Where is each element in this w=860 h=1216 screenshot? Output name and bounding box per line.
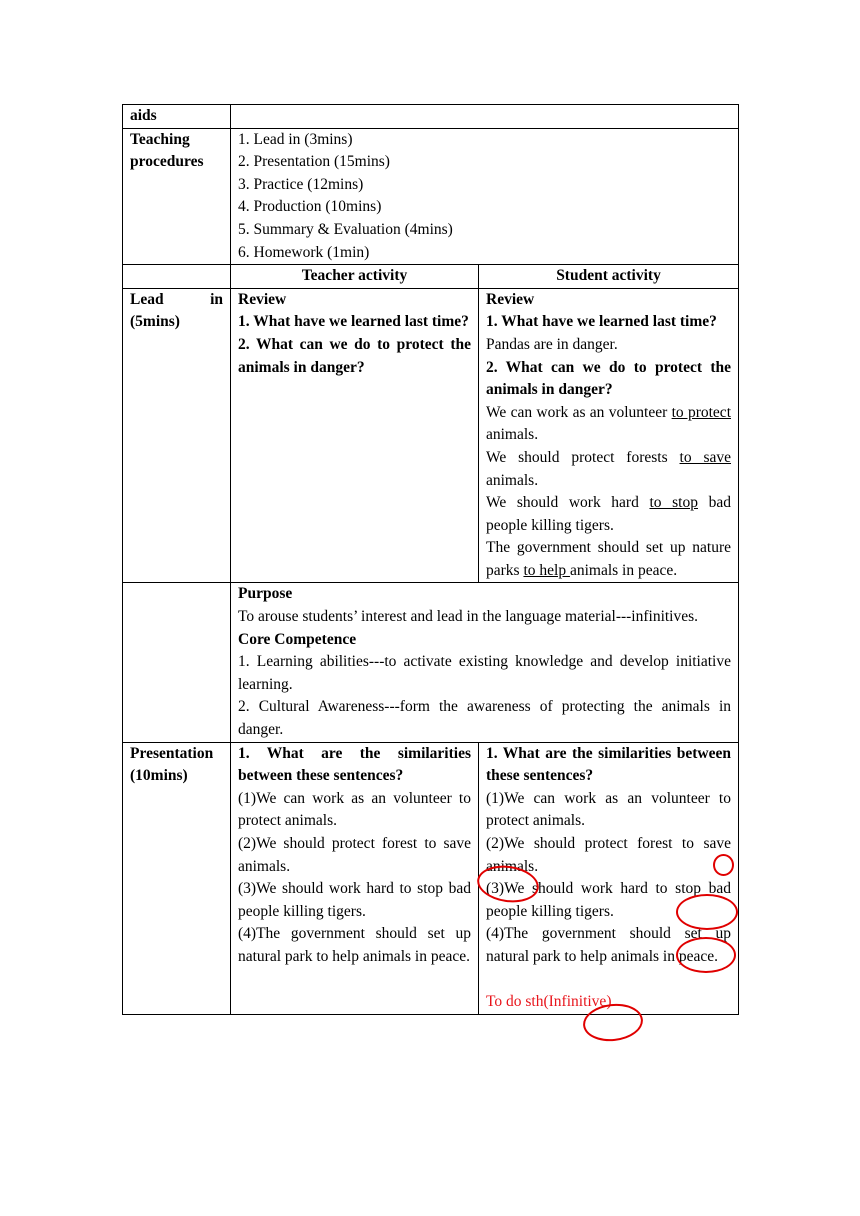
teacher-sentence: (1)We can work as an volunteer to protect animals. bbox=[238, 789, 471, 830]
procedure-item: 4. Production (10mins) bbox=[238, 198, 382, 216]
blank-line bbox=[486, 969, 731, 992]
student-question-2: 2. What can we do to protect the animals in danger? bbox=[486, 358, 731, 399]
student-similarity-question: 1. What are the similarities between these sentences? bbox=[486, 744, 731, 785]
teacher-sentence: (2)We should protect forest to save animals. bbox=[238, 835, 471, 875]
aids-row bbox=[123, 105, 739, 129]
teacher-question-1: 1. What have we learned last time? bbox=[238, 313, 469, 331]
aids-label: aids bbox=[123, 105, 231, 129]
procedure-item: 5. Summary & Evaluation (4mins) bbox=[238, 220, 453, 238]
aids-content bbox=[231, 105, 739, 129]
core-competence-heading: Core Competence bbox=[238, 630, 357, 648]
teacher-similarity-question: 1. What are the similarities between these sentences? bbox=[238, 744, 471, 785]
purpose-heading: Purpose bbox=[238, 585, 293, 603]
lesson-plan-table bbox=[122, 104, 739, 1015]
student-review-heading: Review bbox=[486, 290, 535, 308]
presentation-student-cell bbox=[479, 742, 739, 1014]
student-answer-1: Pandas are in danger. bbox=[486, 335, 618, 353]
student-sentence: (1)We can work as an volunteer to protect animals. bbox=[486, 789, 731, 830]
teacher-question-2: 2. What can we do to protect the animals in danger? bbox=[238, 335, 471, 376]
teacher-sentence: (3)We should work hard to stop bad people killing tigers. bbox=[238, 880, 471, 920]
student-answer-sentence: We should protect forests to save animals. bbox=[486, 448, 731, 489]
teacher-sentence: (4)The government should set up natural park to help animals in peace. bbox=[238, 925, 471, 965]
infinitive-note: To do sth(Infinitive) bbox=[486, 993, 612, 1011]
procedure-item: 1. Lead in (3mins) bbox=[238, 130, 353, 148]
presentation-row bbox=[123, 742, 739, 1014]
student-sentence: (2)We should protect forest to save animals. bbox=[486, 835, 731, 875]
student-answer-sentence: We can work as an volunteer to protect animals. bbox=[486, 403, 731, 444]
procedures-list bbox=[231, 128, 739, 265]
teacher-activity-header: Teacher activity bbox=[231, 265, 479, 289]
lead-in-row bbox=[123, 288, 739, 583]
procedure-item: 2. Presentation (15mins) bbox=[238, 153, 390, 171]
purpose-row bbox=[123, 583, 739, 742]
procedure-item: 3. Practice (12mins) bbox=[238, 175, 364, 193]
procedure-item: 6. Homework (1min) bbox=[238, 243, 370, 261]
student-sentence: (3)We should work hard to stop bad people killing tigers. bbox=[486, 880, 731, 920]
procedures-row bbox=[123, 128, 739, 265]
student-answer-sentence: We should work hard to stop bad people killing tigers. bbox=[486, 494, 731, 534]
student-answer-sentence: The government should set up nature parks to help animals in peace. bbox=[486, 539, 731, 579]
presentation-teacher-cell bbox=[231, 742, 479, 1014]
presentation-label: Presentation (10mins) bbox=[123, 742, 231, 1014]
student-question-1: 1. What have we learned last time? bbox=[486, 313, 717, 331]
header-row bbox=[123, 265, 739, 289]
purpose-empty-cell bbox=[123, 583, 231, 742]
lead-in-label: Lead in (5mins) bbox=[123, 288, 231, 583]
lead-in-teacher-cell bbox=[231, 288, 479, 583]
student-activity-header: Student activity bbox=[479, 265, 739, 289]
purpose-cell bbox=[231, 583, 739, 742]
teacher-review-heading: Review bbox=[238, 290, 287, 308]
header-empty-cell bbox=[123, 265, 231, 289]
lead-in-student-cell bbox=[479, 288, 739, 583]
purpose-text: To arouse students’ interest and lead in the language material---infinitives. bbox=[238, 608, 699, 626]
student-sentence: (4)The government should set up natural park to help animals in peace. bbox=[486, 925, 731, 965]
core-competence-item: 2. Cultural Awareness---form the awareness of protecting the animals in danger. bbox=[238, 698, 731, 739]
procedures-label: Teaching procedures bbox=[123, 128, 231, 265]
core-competence-item: 1. Learning abilities---to activate existing knowledge and develop initiative learning. bbox=[238, 653, 731, 693]
